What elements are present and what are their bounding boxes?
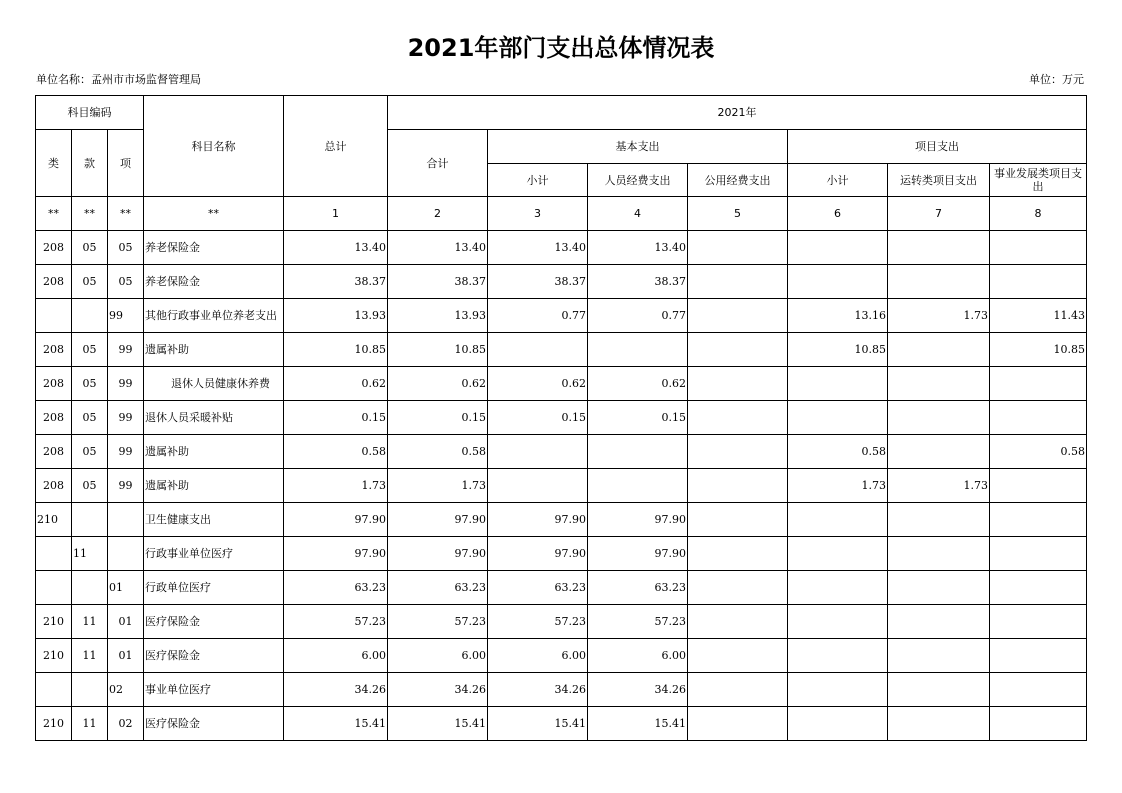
header-development: 事业发展类项目支出 bbox=[990, 164, 1087, 197]
cell-operation bbox=[888, 673, 990, 707]
cell-basic-sub: 57.23 bbox=[488, 605, 588, 639]
cell-operation bbox=[888, 537, 990, 571]
cell-project-sub: 13.16 bbox=[788, 299, 888, 333]
cell-kuan: 05 bbox=[72, 469, 108, 503]
cell-basic-sub: 13.40 bbox=[488, 231, 588, 265]
cell-heji: 38.37 bbox=[388, 265, 488, 299]
cell-personnel bbox=[588, 435, 688, 469]
cell-public bbox=[688, 265, 788, 299]
cell-basic-sub: 0.62 bbox=[488, 367, 588, 401]
cell-total: 15.41 bbox=[284, 707, 388, 741]
cell-development bbox=[990, 639, 1087, 673]
cell-development: 10.85 bbox=[990, 333, 1087, 367]
cell-personnel bbox=[588, 333, 688, 367]
table-row bbox=[36, 265, 1087, 299]
header-kuan: 款 bbox=[72, 130, 108, 197]
cell-operation: 1.73 bbox=[888, 299, 990, 333]
cell-lei: 208 bbox=[36, 469, 72, 503]
cell-operation bbox=[888, 401, 990, 435]
expenditure-table bbox=[35, 95, 1087, 741]
cell-personnel: 0.15 bbox=[588, 401, 688, 435]
cell-project-sub: 0.58 bbox=[788, 435, 888, 469]
cell-public bbox=[688, 231, 788, 265]
cell-xiang: 02 bbox=[108, 707, 144, 741]
header-heji: 合计 bbox=[388, 130, 488, 197]
cell-personnel: 0.77 bbox=[588, 299, 688, 333]
cell-development bbox=[990, 231, 1087, 265]
cell-development bbox=[990, 367, 1087, 401]
cell-name: 卫生健康支出 bbox=[144, 503, 284, 537]
cell-xiang bbox=[108, 503, 144, 537]
cell-kuan bbox=[72, 673, 108, 707]
table-row bbox=[36, 401, 1087, 435]
cell-personnel: 97.90 bbox=[588, 537, 688, 571]
cell-total: 1.73 bbox=[284, 469, 388, 503]
cell-kuan: 11 bbox=[72, 639, 108, 673]
table-row bbox=[36, 503, 1087, 537]
cell-kuan: 11 bbox=[72, 605, 108, 639]
cell-lei: 210 bbox=[36, 605, 72, 639]
cell-personnel: 0.62 bbox=[588, 367, 688, 401]
header-project: 项目支出 bbox=[788, 130, 1087, 164]
cell-public bbox=[688, 537, 788, 571]
cell-basic-sub bbox=[488, 435, 588, 469]
cell-total: 0.58 bbox=[284, 435, 388, 469]
cell-name: 医疗保险金 bbox=[144, 639, 284, 673]
cell-kuan: 11 bbox=[72, 537, 108, 571]
cell-development bbox=[990, 537, 1087, 571]
cell-basic-sub: 63.23 bbox=[488, 571, 588, 605]
cell-basic-sub: 38.37 bbox=[488, 265, 588, 299]
table-row bbox=[36, 299, 1087, 333]
cell-public bbox=[688, 605, 788, 639]
table-row bbox=[36, 537, 1087, 571]
cell-xiang: 99 bbox=[108, 435, 144, 469]
header-public: 公用经费支出 bbox=[688, 164, 788, 197]
cell-lei: 210 bbox=[36, 503, 72, 537]
cell-total: 10.85 bbox=[284, 333, 388, 367]
cell-personnel: 97.90 bbox=[588, 503, 688, 537]
cell-name: 养老保险金 bbox=[144, 265, 284, 299]
cell-personnel: 34.26 bbox=[588, 673, 688, 707]
cell-development bbox=[990, 265, 1087, 299]
cell-name: 事业单位医疗 bbox=[144, 673, 284, 707]
cell-name: 行政事业单位医疗 bbox=[144, 537, 284, 571]
cell-public bbox=[688, 367, 788, 401]
cell-heji: 0.62 bbox=[388, 367, 488, 401]
cell-operation bbox=[888, 571, 990, 605]
cell-name: 遗属补助 bbox=[144, 469, 284, 503]
cell-project-sub bbox=[788, 707, 888, 741]
cell-xiang: 99 bbox=[108, 367, 144, 401]
header-lei: 类 bbox=[36, 130, 72, 197]
header-personnel: 人员经费支出 bbox=[588, 164, 688, 197]
cell-heji: 57.23 bbox=[388, 605, 488, 639]
cell-lei: 208 bbox=[36, 401, 72, 435]
cell-heji: 15.41 bbox=[388, 707, 488, 741]
cell-project-sub bbox=[788, 503, 888, 537]
cell-heji: 6.00 bbox=[388, 639, 488, 673]
index-cell: ** bbox=[108, 197, 144, 231]
cell-lei bbox=[36, 299, 72, 333]
cell-operation bbox=[888, 605, 990, 639]
index-cell: 4 bbox=[588, 197, 688, 231]
cell-operation bbox=[888, 707, 990, 741]
cell-public bbox=[688, 503, 788, 537]
cell-name: 养老保险金 bbox=[144, 231, 284, 265]
cell-total: 34.26 bbox=[284, 673, 388, 707]
cell-development bbox=[990, 571, 1087, 605]
cell-heji: 13.93 bbox=[388, 299, 488, 333]
cell-name: 退休人员健康休养费 bbox=[144, 367, 284, 401]
cell-public bbox=[688, 333, 788, 367]
table-row bbox=[36, 571, 1087, 605]
cell-heji: 0.58 bbox=[388, 435, 488, 469]
cell-development: 0.58 bbox=[990, 435, 1087, 469]
cell-xiang: 02 bbox=[108, 673, 144, 707]
cell-xiang: 99 bbox=[108, 469, 144, 503]
cell-public bbox=[688, 469, 788, 503]
cell-name: 退休人员采暖补贴 bbox=[144, 401, 284, 435]
cell-kuan: 05 bbox=[72, 231, 108, 265]
index-cell: ** bbox=[72, 197, 108, 231]
header-xiang: 项 bbox=[108, 130, 144, 197]
cell-development bbox=[990, 673, 1087, 707]
table-row bbox=[36, 469, 1087, 503]
cell-kuan: 05 bbox=[72, 401, 108, 435]
cell-operation bbox=[888, 367, 990, 401]
cell-total: 0.15 bbox=[284, 401, 388, 435]
cell-public bbox=[688, 707, 788, 741]
table-row bbox=[36, 673, 1087, 707]
table-row bbox=[36, 605, 1087, 639]
cell-development bbox=[990, 469, 1087, 503]
cell-personnel: 6.00 bbox=[588, 639, 688, 673]
cell-kuan bbox=[72, 299, 108, 333]
cell-development: 11.43 bbox=[990, 299, 1087, 333]
cell-total: 6.00 bbox=[284, 639, 388, 673]
cell-project-sub: 1.73 bbox=[788, 469, 888, 503]
cell-name: 行政单位医疗 bbox=[144, 571, 284, 605]
cell-project-sub bbox=[788, 401, 888, 435]
cell-basic-sub: 97.90 bbox=[488, 503, 588, 537]
cell-name: 遗属补助 bbox=[144, 333, 284, 367]
index-cell: ** bbox=[144, 197, 284, 231]
header-total: 总计 bbox=[284, 96, 388, 197]
cell-name: 其他行政事业单位养老支出 bbox=[144, 299, 284, 333]
cell-name: 遗属补助 bbox=[144, 435, 284, 469]
cell-project-sub bbox=[788, 367, 888, 401]
cell-basic-sub bbox=[488, 469, 588, 503]
index-cell: 7 bbox=[888, 197, 990, 231]
page-title: 2021年部门支出总体情况表 bbox=[407, 34, 715, 62]
cell-total: 97.90 bbox=[284, 503, 388, 537]
cell-lei: 208 bbox=[36, 333, 72, 367]
cell-basic-sub: 34.26 bbox=[488, 673, 588, 707]
cell-development bbox=[990, 707, 1087, 741]
cell-project-sub bbox=[788, 571, 888, 605]
cell-development bbox=[990, 503, 1087, 537]
cell-operation bbox=[888, 435, 990, 469]
cell-kuan: 11 bbox=[72, 707, 108, 741]
table-row bbox=[36, 333, 1087, 367]
index-cell: 2 bbox=[388, 197, 488, 231]
cell-operation bbox=[888, 231, 990, 265]
table-row bbox=[36, 231, 1087, 265]
cell-heji: 97.90 bbox=[388, 503, 488, 537]
cell-total: 13.93 bbox=[284, 299, 388, 333]
cell-project-sub bbox=[788, 231, 888, 265]
cell-basic-sub bbox=[488, 333, 588, 367]
cell-lei bbox=[36, 537, 72, 571]
index-cell: 3 bbox=[488, 197, 588, 231]
cell-total: 57.23 bbox=[284, 605, 388, 639]
cell-project-sub: 10.85 bbox=[788, 333, 888, 367]
cell-public bbox=[688, 435, 788, 469]
cell-basic-sub: 15.41 bbox=[488, 707, 588, 741]
cell-heji: 97.90 bbox=[388, 537, 488, 571]
header-basic-subtotal: 小计 bbox=[488, 164, 588, 197]
header-project-subtotal: 小计 bbox=[788, 164, 888, 197]
cell-public bbox=[688, 571, 788, 605]
cell-total: 97.90 bbox=[284, 537, 388, 571]
cell-operation bbox=[888, 265, 990, 299]
cell-lei: 210 bbox=[36, 707, 72, 741]
cell-xiang: 01 bbox=[108, 605, 144, 639]
index-cell: 1 bbox=[284, 197, 388, 231]
cell-personnel: 15.41 bbox=[588, 707, 688, 741]
cell-kuan: 05 bbox=[72, 367, 108, 401]
cell-personnel: 57.23 bbox=[588, 605, 688, 639]
cell-lei: 210 bbox=[36, 639, 72, 673]
cell-kuan bbox=[72, 571, 108, 605]
index-row bbox=[36, 197, 1087, 231]
cell-operation bbox=[888, 503, 990, 537]
header-year: 2021年 bbox=[388, 96, 1087, 130]
cell-lei: 208 bbox=[36, 367, 72, 401]
cell-total: 13.40 bbox=[284, 231, 388, 265]
unit-label: 单位：万元 bbox=[1029, 73, 1084, 86]
cell-total: 38.37 bbox=[284, 265, 388, 299]
cell-operation bbox=[888, 639, 990, 673]
cell-basic-sub: 97.90 bbox=[488, 537, 588, 571]
table-row bbox=[36, 707, 1087, 741]
cell-lei: 208 bbox=[36, 231, 72, 265]
cell-name: 医疗保险金 bbox=[144, 707, 284, 741]
cell-public bbox=[688, 401, 788, 435]
cell-project-sub bbox=[788, 265, 888, 299]
cell-operation bbox=[888, 333, 990, 367]
header-operation: 运转类项目支出 bbox=[888, 164, 990, 197]
cell-name: 医疗保险金 bbox=[144, 605, 284, 639]
cell-basic-sub: 0.77 bbox=[488, 299, 588, 333]
table-row bbox=[36, 435, 1087, 469]
cell-xiang: 99 bbox=[108, 333, 144, 367]
index-cell: 5 bbox=[688, 197, 788, 231]
cell-total: 0.62 bbox=[284, 367, 388, 401]
cell-heji: 1.73 bbox=[388, 469, 488, 503]
cell-heji: 13.40 bbox=[388, 231, 488, 265]
cell-development bbox=[990, 401, 1087, 435]
cell-project-sub bbox=[788, 639, 888, 673]
header-basic: 基本支出 bbox=[488, 130, 788, 164]
cell-personnel bbox=[588, 469, 688, 503]
cell-xiang: 99 bbox=[108, 299, 144, 333]
cell-public bbox=[688, 299, 788, 333]
cell-personnel: 38.37 bbox=[588, 265, 688, 299]
cell-kuan: 05 bbox=[72, 265, 108, 299]
cell-xiang: 05 bbox=[108, 265, 144, 299]
unit-name-label: 单位名称：孟州市市场监督管理局 bbox=[36, 73, 201, 86]
cell-development bbox=[990, 605, 1087, 639]
cell-heji: 63.23 bbox=[388, 571, 488, 605]
cell-basic-sub: 6.00 bbox=[488, 639, 588, 673]
table-row bbox=[36, 367, 1087, 401]
cell-xiang: 01 bbox=[108, 571, 144, 605]
cell-xiang bbox=[108, 537, 144, 571]
cell-xiang: 05 bbox=[108, 231, 144, 265]
cell-personnel: 63.23 bbox=[588, 571, 688, 605]
cell-heji: 0.15 bbox=[388, 401, 488, 435]
cell-public bbox=[688, 673, 788, 707]
index-cell: ** bbox=[36, 197, 72, 231]
cell-lei bbox=[36, 673, 72, 707]
cell-project-sub bbox=[788, 537, 888, 571]
cell-project-sub bbox=[788, 605, 888, 639]
cell-total: 63.23 bbox=[284, 571, 388, 605]
cell-xiang: 01 bbox=[108, 639, 144, 673]
table-header bbox=[36, 96, 1087, 231]
index-cell: 8 bbox=[990, 197, 1087, 231]
cell-xiang: 99 bbox=[108, 401, 144, 435]
cell-heji: 34.26 bbox=[388, 673, 488, 707]
cell-project-sub bbox=[788, 673, 888, 707]
cell-lei: 208 bbox=[36, 265, 72, 299]
cell-kuan: 05 bbox=[72, 435, 108, 469]
cell-basic-sub: 0.15 bbox=[488, 401, 588, 435]
table-body bbox=[36, 231, 1087, 741]
cell-public bbox=[688, 639, 788, 673]
header-subject-name: 科目名称 bbox=[144, 96, 284, 197]
header-code-group: 科目编码 bbox=[36, 96, 144, 130]
index-cell: 6 bbox=[788, 197, 888, 231]
cell-operation: 1.73 bbox=[888, 469, 990, 503]
table-row bbox=[36, 639, 1087, 673]
cell-heji: 10.85 bbox=[388, 333, 488, 367]
cell-lei: 208 bbox=[36, 435, 72, 469]
cell-lei bbox=[36, 571, 72, 605]
cell-kuan bbox=[72, 503, 108, 537]
cell-personnel: 13.40 bbox=[588, 231, 688, 265]
cell-kuan: 05 bbox=[72, 333, 108, 367]
